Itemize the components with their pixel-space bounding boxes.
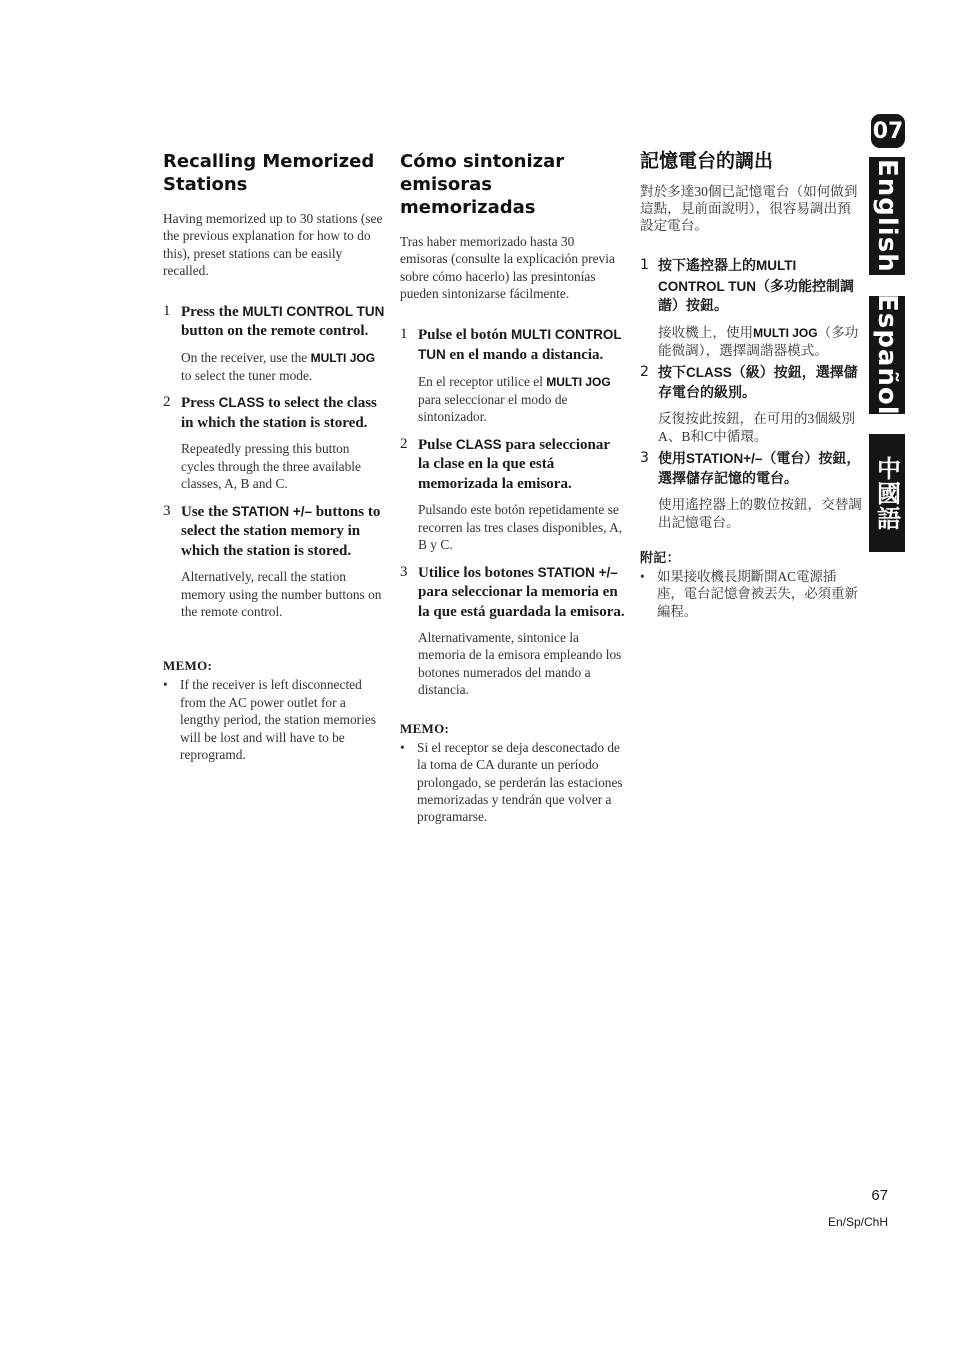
- step-text: buttons to select the station memory in which the station is stored.: [181, 503, 381, 559]
- spanish-step-1: [400, 325, 625, 426]
- step-title: [181, 393, 385, 433]
- body-text: to select the tuner mode.: [181, 368, 313, 384]
- spanish-title: Cómo sintonizar emisoras memorizadas: [400, 151, 565, 218]
- english-step-3: [163, 502, 385, 621]
- spanish-step-3: [400, 563, 625, 699]
- body-text: （多功能微調），選擇調諧器模式。: [658, 324, 859, 358]
- step-text: para seleccionar la memoria en la que está guardada la emisora.: [418, 584, 625, 620]
- button-name: STATION +/–: [537, 564, 618, 580]
- english-step-1: [163, 302, 385, 385]
- step-body: Repeatedly pressing this button cycles through the three available classes, A, B and C.: [181, 441, 361, 492]
- bullet-icon: •: [400, 739, 405, 755]
- step-text: （多功能控制調諧）按鈕。: [658, 278, 854, 314]
- step-text: 按下遙控器上的: [658, 258, 756, 274]
- english-step-2: [163, 393, 385, 492]
- step-title: [181, 502, 385, 562]
- step-text: button on the remote control.: [181, 323, 369, 340]
- button-name: MULTI CONTROL TUN: [418, 326, 622, 363]
- step-text: to select the class in which the station is stored.: [181, 395, 377, 431]
- step-text: 按下: [658, 365, 686, 382]
- step-number: 3: [400, 563, 408, 580]
- button-name: MULTI JOG: [753, 325, 818, 340]
- tab-chinese-label: 中國語: [872, 455, 901, 531]
- step-text: Press: [181, 395, 219, 412]
- step-title: [658, 363, 862, 403]
- step-body: Alternativamente, sintonice la memoria de la emisora empleando los botones numerados del mando a distancia.: [418, 630, 622, 698]
- english-memo: [163, 658, 385, 763]
- chinese-title: 記憶電台的調出: [640, 150, 774, 172]
- step-body: [181, 349, 385, 385]
- chinese-step-2: [640, 363, 862, 445]
- step-text: 使用: [658, 451, 686, 468]
- chinese-step-3: [640, 449, 862, 531]
- memo-text: Si el receptor se deja desconectado de la toma de CA durante un período prolongado, se perderán las estaciones memorizadas y tendrán que volver a programarse.: [417, 739, 623, 825]
- english-column: [163, 150, 385, 763]
- chinese-memo: [640, 547, 862, 620]
- step-number: 2: [640, 364, 649, 381]
- tab-espanol-label: Español: [872, 294, 902, 416]
- button-name: MULTI JOG: [310, 350, 376, 365]
- button-name: MULTI CONTROL TUN: [658, 258, 797, 294]
- step-body: [658, 324, 862, 360]
- body-text: En el receptor utilice el: [418, 373, 547, 389]
- tab-english-label: English: [872, 159, 902, 273]
- spanish-memo: [400, 721, 625, 826]
- step-title: [418, 563, 625, 623]
- button-name: STATION+/–: [686, 451, 763, 467]
- chinese-column: [640, 150, 862, 620]
- step-title: [181, 302, 385, 342]
- tab-english: [869, 157, 905, 275]
- spanish-column: [400, 150, 625, 826]
- step-text: Press the: [181, 303, 243, 320]
- body-text: On the receiver, use the: [181, 349, 311, 365]
- tab-espanol: [869, 296, 905, 414]
- button-name: CLASS: [686, 365, 732, 381]
- memo-heading: MEMO:: [163, 658, 213, 674]
- step-number: 1: [400, 325, 408, 342]
- english-intro: Having memorized up to 30 stations (see the previous explanation for how to do this), preset stations can be easily recalled.: [163, 211, 383, 279]
- button-name: MULTI JOG: [546, 374, 611, 389]
- step-body: Alternatively, recall the station memory using the number buttons on the remote control.: [181, 569, 382, 619]
- spanish-intro: Tras haber memorizado hasta 30 emisoras (consulte la explicación previa sobre cómo hacerlo) las presintonías pueden sintonizarse fácilmente.: [400, 234, 615, 302]
- memo-text: 如果接收機長期斷開AC電源插座，電台記憶會被丟失，必須重新編程。: [657, 568, 858, 619]
- bullet-icon: •: [163, 677, 168, 693]
- memo-heading: 附記：: [640, 550, 680, 566]
- button-name: STATION +/–: [231, 503, 312, 519]
- step-text: Pulse el botón: [418, 326, 511, 343]
- bullet-icon: •: [640, 568, 645, 584]
- body-text: para seleccionar el modo de sintonizador.: [418, 392, 568, 425]
- step-number: 2: [163, 394, 171, 411]
- spanish-step-2: [400, 435, 625, 554]
- step-body: 使用遙控器上的數位按鈕，交替調出記憶電台。: [658, 497, 862, 530]
- step-text: Utilice los botones: [418, 564, 538, 581]
- step-number: 2: [400, 435, 408, 452]
- step-number: 3: [640, 450, 649, 467]
- step-title: [418, 325, 625, 366]
- step-text: Use the: [181, 503, 232, 520]
- memo-text: If the receiver is left disconnected from the AC power outlet for a lengthy period, the station memories will be lost and will have to be reprogramd.: [180, 677, 376, 762]
- english-title: Recalling Memorized Stations: [163, 151, 375, 195]
- step-title: [658, 449, 862, 489]
- step-text: （級）按鈕，選擇儲存電台的級別。: [658, 365, 858, 401]
- step-text: Pulse: [418, 436, 456, 453]
- step-text: （電台）按鈕，選擇儲存記憶的電台。: [658, 451, 861, 487]
- button-name: CLASS: [455, 436, 502, 452]
- language-codes: En/Sp/ChH: [827, 1215, 888, 1229]
- chinese-intro: 對於多達30個已記憶電台（如何做到這點，見前面說明），很容易調出預設定電台。: [640, 184, 858, 233]
- step-number: 1: [640, 257, 649, 273]
- step-body: Pulsando este botón repetidamente se recorren las tres clases disponibles, A, B y C.: [418, 502, 623, 553]
- button-name: MULTI CONTROL TUN: [242, 303, 385, 319]
- step-text: en el mando a distancia.: [445, 347, 604, 364]
- step-body: 反復按此按鈕，在可用的3個級別A、B和C中循環。: [658, 411, 856, 444]
- step-text: para seleccionar la clase en la que está memorizada la emisora.: [418, 436, 610, 492]
- step-number: 1: [163, 302, 171, 319]
- memo-heading: MEMO:: [400, 720, 450, 736]
- step-title: [658, 256, 862, 317]
- chinese-step-1: [640, 256, 862, 359]
- tab-chinese: [869, 434, 905, 552]
- step-title: [418, 435, 625, 495]
- body-text: 接收機上，使用: [658, 324, 754, 340]
- chapter-badge: 07: [871, 114, 905, 148]
- page-number: 67: [871, 1187, 888, 1204]
- step-body: [418, 373, 625, 426]
- step-number: 3: [163, 502, 171, 519]
- button-name: CLASS: [218, 395, 265, 411]
